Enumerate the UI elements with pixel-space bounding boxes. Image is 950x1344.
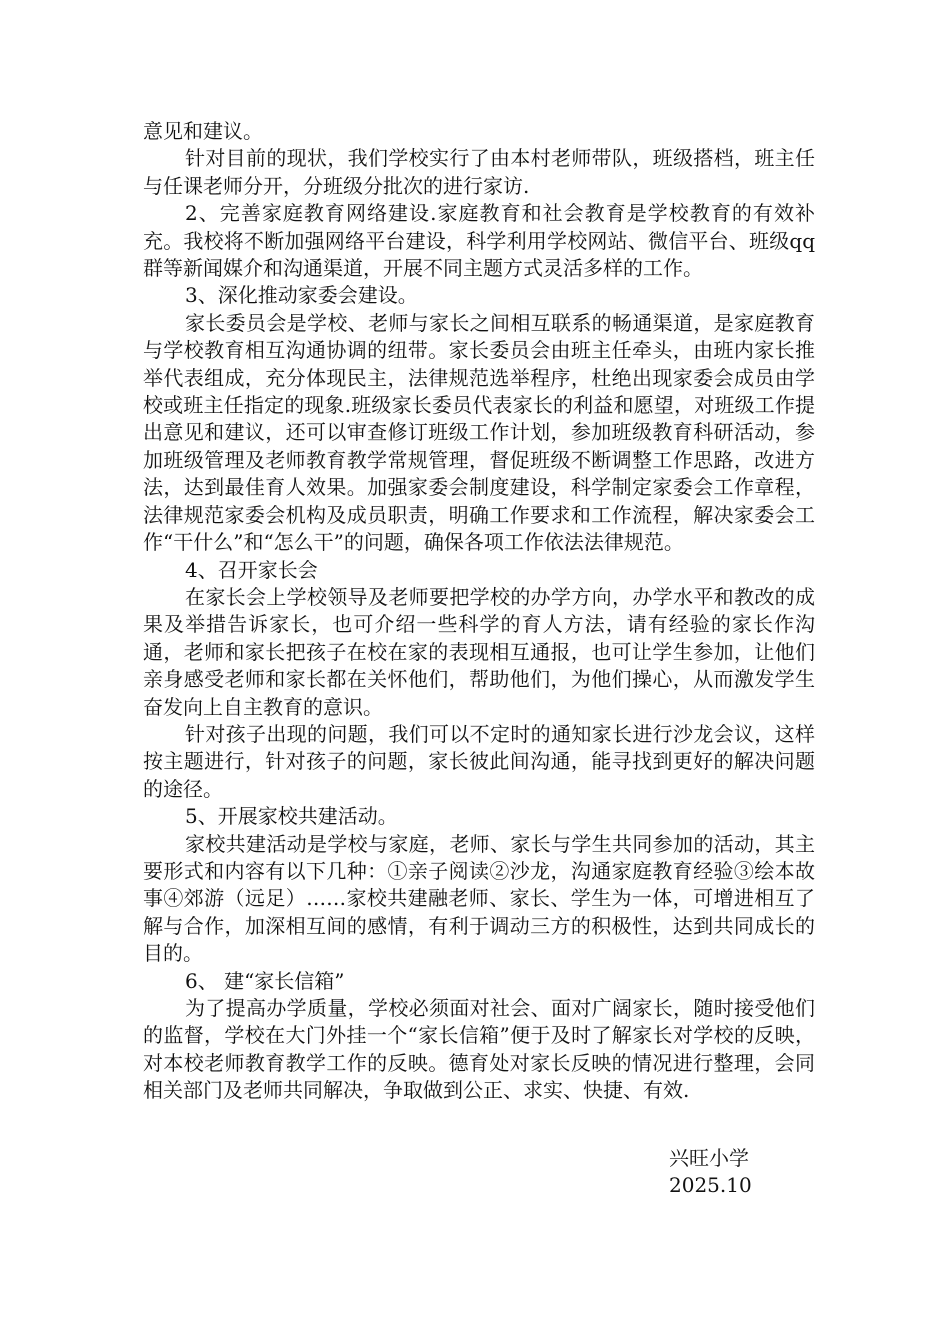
paragraph-committee: 家长委员会是学校、老师与家长之间相互联系的畅通渠道，是家庭教育与学校教育相互沟通协调的纽带。家长委员会由班主任牵头，由班内家长推举代表组成，充分体现民主，法律规范选举程序，杜绝出现家委会成员由学校或班主任指定的现象.班级家长委员代表家长的利益和愿望，对班级工作提出意见和建议，还可以审查修订班级工作计划，参加班级教育科研活动，参加班级管理及老师教育教学常规管理，督促班级不断调整工作思路，改进方法，达到最佳育人效果。加强家委会制度建设，科学制定家委会工作章程，法律规范家委会机构及成员职责，明确工作要求和工作流程，解决家委会工作“干什么”和“怎么干”的问题，确保各项工作依法法律规范。 (143, 310, 815, 555)
signature-school: 兴旺小学 (669, 1146, 749, 1170)
paragraph-item-2-network: 2、完善家庭教育网络建设.家庭教育和社会教育是学校教育的有效补充。我校将不断加强网络平台建设，科学利用学校网站、微信平台、班级qq群等新闻媒介和沟通渠道，开展不同主题方式灵活多样的工作。 (143, 201, 815, 281)
heading-item-6-mailbox: 6、 建“家长信箱” (185, 968, 345, 993)
heading-item-4-meeting: 4、召开家长会 (185, 557, 318, 582)
signature-date: 2025.10 (669, 1173, 752, 1197)
signature-block (669, 1145, 752, 1199)
heading-item-3-committee: 3、深化推动家委会建设。 (185, 283, 418, 308)
paragraph-activities: 家校共建活动是学校与家庭，老师、家长与学生共同参加的活动，其主要形式和内容有以下几种：①亲子阅读②沙龙，沟通家庭教育经验③绘本故事④郊游（远足）……家校共建融老师、家长、学生为一体，可增进相互了解与合作，加深相互间的感情，有利于调动三方的积极性，达到共同成长的目的。 (143, 831, 815, 966)
paragraph-meeting: 在家长会上学校领导及老师要把学校的办学方向，办学水平和教改的成果及举措告诉家长，也可介绍一些科学的育人方法，请有经验的家长作沟通，老师和家长把孩子在校在家的表现相互通报，也可让学生参加，让他们亲身感受老师和家长都在关怀他们，帮助他们，为他们操心，从而激发学生奋发向上自主教育的意识。 (143, 584, 815, 719)
paragraph-mailbox: 为了提高办学质量，学校必须面对社会、面对广阔家长，随时接受他们的监督，学校在大门外挂一个“家长信箱”便于及时了解家长对学校的反映，对本校老师教育教学工作的反映。德育处对家长反映的情况进行整理，会同相关部门及老师共同解决，争取做到公正、求实、快捷、有效. (143, 996, 815, 1103)
heading-item-5-activities: 5、开展家校共建活动。 (185, 804, 398, 829)
paragraph-home-visit: 针对目前的现状，我们学校实行了由本村老师带队，班级搭档，班主任与任课老师分开，分班级分批次的进行家访. (143, 146, 815, 198)
document-body (143, 118, 815, 1105)
paragraph-continuation: 意见和建议。 (143, 119, 263, 143)
paragraph-salon: 针对孩子出现的问题，我们可以不定时的通知家长进行沙龙会议，这样按主题进行，针对孩子的问题，家长彼此间沟通，能寻找到更好的解决问题的途径。 (143, 721, 815, 801)
